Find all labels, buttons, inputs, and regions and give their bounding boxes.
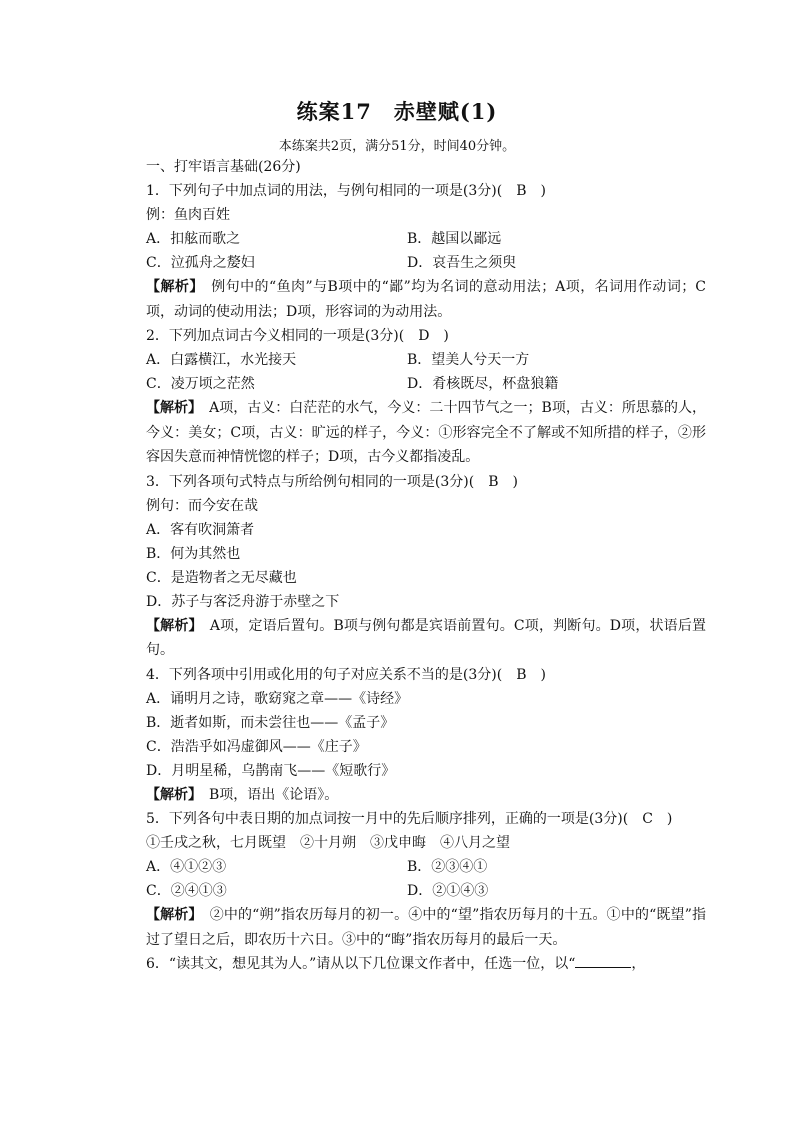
q5-items: ①壬戌之秋，七月既望 ②十月朔 ③戊申晦 ④八月之望 [146, 835, 510, 851]
q4-stem: 4．下列各项中引用或化用的句子对应关系不当的是(3分)( B ) [146, 666, 546, 683]
page-title [0, 96, 794, 126]
q4-option-c: C．浩浩乎如冯虚御风——《庄子》 [146, 738, 367, 755]
section-heading: 一、打牢语言基础(26分) [146, 159, 301, 175]
q3-option-d: D．苏子与客泛舟游于赤壁之下 [146, 593, 340, 610]
q3-analysis-text: A项，定语后置句。B项与例句都是宾语前置句。C项，判断句。D项，状语后置句。 [146, 617, 707, 658]
analysis-label: 【解析】 [146, 617, 196, 634]
q5-stem: 5．下列各句中表日期的加点词按一月中的先后顺序排列，正确的一项是(3分)( C ) [146, 811, 673, 827]
q1-option-d: D．哀吾生之须臾 [407, 255, 517, 271]
q1-analysis [146, 275, 706, 324]
q2-option-c: C．凌万顷之茫然 [146, 376, 255, 392]
exercise-content [146, 155, 706, 976]
q1-analysis-text: 例句中的“鱼肉”与B项中的“鄙”均为名词的意动用法；A项，名词用作动词；C项，动词的使动用法；D项，形容词的为动用法。 [146, 279, 707, 320]
q4-analysis-text: B项，语出《论语》。 [209, 786, 339, 803]
q1-options-row2 [146, 251, 706, 275]
q5-analysis-text: ②中的“朔”指农历每月的初一。④中的“望”指农历每月的十五。①中的“既望”指过了望日之后，即农历十六日。③中的“晦”指农历每月的最后一天。 [146, 907, 707, 948]
q1-example: 例：鱼肉百姓 [146, 207, 230, 223]
q3-option-c: C．是造物者之无尽藏也 [146, 569, 297, 586]
analysis-label: 【解析】 [146, 400, 196, 416]
q6-stem [146, 952, 706, 976]
q2-analysis [146, 396, 706, 470]
q4-option-a: A．诵明月之诗，歌窈窕之章——《诗经》 [146, 690, 409, 707]
q6-stem-end: ， [631, 956, 646, 972]
title-lesson-name: 赤壁赋(1) [393, 99, 498, 124]
q2-option-b: B．望美人兮天一方 [407, 352, 530, 368]
analysis-label: 【解析】 [146, 907, 196, 923]
q4-option-b: B．逝者如斯，而未尝往也——《孟子》 [146, 714, 395, 731]
q3-stem: 3．下列各项句式特点与所给例句相同的一项是(3分)( B ) [146, 473, 518, 490]
q5-options-row1 [146, 855, 706, 879]
q1-option-c: C．泣孤舟之嫠妇 [146, 255, 255, 271]
q1-stem: 1．下列句子中加点词的用法，与例句相同的一项是(3分)( B ) [146, 183, 546, 199]
q5-options-row2 [146, 879, 706, 903]
title-lesson-number: 练案17 [296, 99, 372, 124]
q2-analysis-text: A项，古义：白茫茫的水气，今义：二十四节气之一；B项，古义：所思慕的人，今义：美女；C项，古义：旷远的样子，今义：①形容完全不了解或不知所措的样子，②形容因失意而神情恍惚的样子；D项，古今义都指凌乱。 [146, 400, 706, 465]
q3-example: 例句：而今安在哉 [146, 497, 258, 514]
q1-option-a: A．扣舷而歌之 [146, 231, 241, 247]
q1-option-b: B．越国以鄙远 [407, 231, 502, 247]
q2-option-a: A．白露横江，水光接天 [146, 352, 297, 368]
q2-option-d: D．肴核既尽，杯盘狼籍 [407, 376, 559, 392]
q5-option-b: B．②③④① [407, 859, 488, 875]
q5-option-d: D．②①④③ [407, 883, 489, 899]
q4-option-d: D．月明星稀，乌鹊南飞——《短歌行》 [146, 762, 396, 779]
q2-stem: 2．下列加点词古今义相同的一项是(3分)( D ) [146, 328, 449, 344]
q5-option-c: C．②④①③ [146, 883, 227, 899]
q5-option-a: A．④①②③ [146, 859, 227, 875]
q2-options-row1 [146, 348, 706, 372]
q3-analysis [146, 614, 706, 663]
q4-analysis [146, 783, 706, 808]
q6-blank [575, 953, 631, 968]
q6-stem-start: 6．“读其文，想见其为人。”请从以下几位课文作者中，任选一位，以“ [146, 956, 576, 972]
analysis-label: 【解析】 [146, 786, 195, 803]
q1-options-row1 [146, 227, 706, 251]
q3-option-b: B．何为其然也 [146, 545, 241, 562]
q5-analysis [146, 903, 706, 952]
exercise-info: 本练案共2页，满分51分，时间40分钟。 [278, 139, 516, 154]
q3-option-a: A．客有吹洞箫者 [146, 521, 255, 538]
analysis-label: 【解析】 [146, 279, 197, 295]
q2-options-row2 [146, 372, 706, 396]
